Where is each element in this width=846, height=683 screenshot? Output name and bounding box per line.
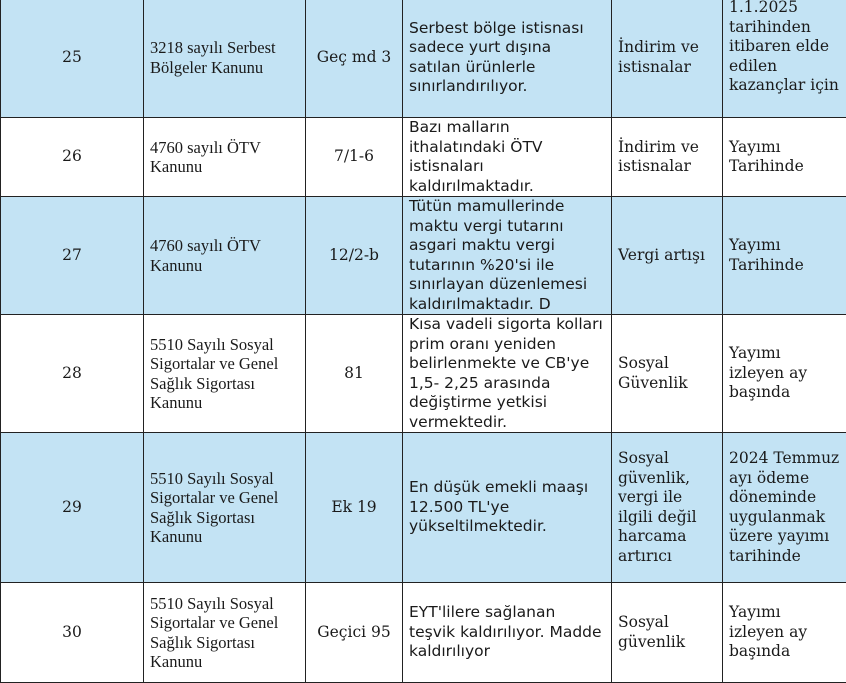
change-description: Serbest bölge istisnası sadece yurt dışına satılan ürünlerle sınırlandırılıyor.: [403, 0, 612, 118]
effective-date: 2024 Temmuz ayı ödeme döneminde uygulanmak üzere yayımı tarihinde: [723, 433, 846, 583]
row-number: 28: [1, 315, 144, 433]
row-number: 29: [1, 433, 144, 583]
law-name: 5510 Sayılı Sosyal Sigortalar ve Genel Sağlık Sigortası Kanunu: [144, 433, 306, 583]
article-ref: 12/2-b: [306, 197, 403, 315]
effective-date: Yayımı izleyen ay başında: [723, 315, 846, 433]
table-row: [1, 433, 846, 583]
change-type: Vergi artışı: [612, 197, 723, 315]
row-number: 30: [1, 583, 144, 683]
law-name: 4760 sayılı ÖTV Kanunu: [144, 197, 306, 315]
law-name: 3218 sayılı Serbest Bölgeler Kanunu: [144, 0, 306, 118]
change-description: Kısa vadeli sigorta kolları prim oranı yeniden belirlenmekte ve CB'ye 1,5- 2,25 arasında değiştirme yetkisi vermektedir.: [403, 315, 612, 433]
table-row: [1, 0, 846, 118]
change-description: En düşük emekli maaşı 12.500 TL'ye yükseltilmektedir.: [403, 433, 612, 583]
article-ref: 81: [306, 315, 403, 433]
row-number: 26: [1, 118, 144, 197]
effective-date: Yayımı Tarihinde: [723, 197, 846, 315]
change-description: Tütün mamullerinde maktu vergi tutarını asgari maktu vergi tutarının %20'si ile sınırlayan düzenlemesi kaldırılmaktadır. D: [403, 197, 612, 315]
change-type: İndirim ve istisnalar: [612, 0, 723, 118]
change-type: Sosyal Güvenlik: [612, 315, 723, 433]
effective-date: Yayımı Tarihinde: [723, 118, 846, 197]
table-row: [1, 118, 846, 197]
change-description: EYT'lilere sağlanan teşvik kaldırılıyor. Madde kaldırılıyor: [403, 583, 612, 683]
change-type: Sosyal güvenlik: [612, 583, 723, 683]
change-type: Sosyal güvenlik, vergi ile ilgili değil harcama artırıcı: [612, 433, 723, 583]
article-ref: Ek 19: [306, 433, 403, 583]
change-description: Bazı malların ithalatındaki ÖTV istisnaları kaldırılmaktadır.: [403, 118, 612, 197]
table-row: [1, 197, 846, 315]
effective-date: 1.1.2025 tarihinden itibaren elde edilen kazançlar için: [723, 0, 846, 118]
law-name: 5510 Sayılı Sosyal Sigortalar ve Genel Sağlık Sigortası Kanunu: [144, 315, 306, 433]
table-row: [1, 583, 846, 683]
table-row: [1, 315, 846, 433]
row-number: 27: [1, 197, 144, 315]
change-type: İndirim ve istisnalar: [612, 118, 723, 197]
effective-date: Yayımı izleyen ay başında: [723, 583, 846, 683]
article-ref: Geç md 3: [306, 0, 403, 118]
law-name: 5510 Sayılı Sosyal Sigortalar ve Genel Sağlık Sigortası Kanunu: [144, 583, 306, 683]
article-ref: 7/1-6: [306, 118, 403, 197]
article-ref: Geçici 95: [306, 583, 403, 683]
law-name: 4760 sayılı ÖTV Kanunu: [144, 118, 306, 197]
row-number: 25: [1, 0, 144, 118]
